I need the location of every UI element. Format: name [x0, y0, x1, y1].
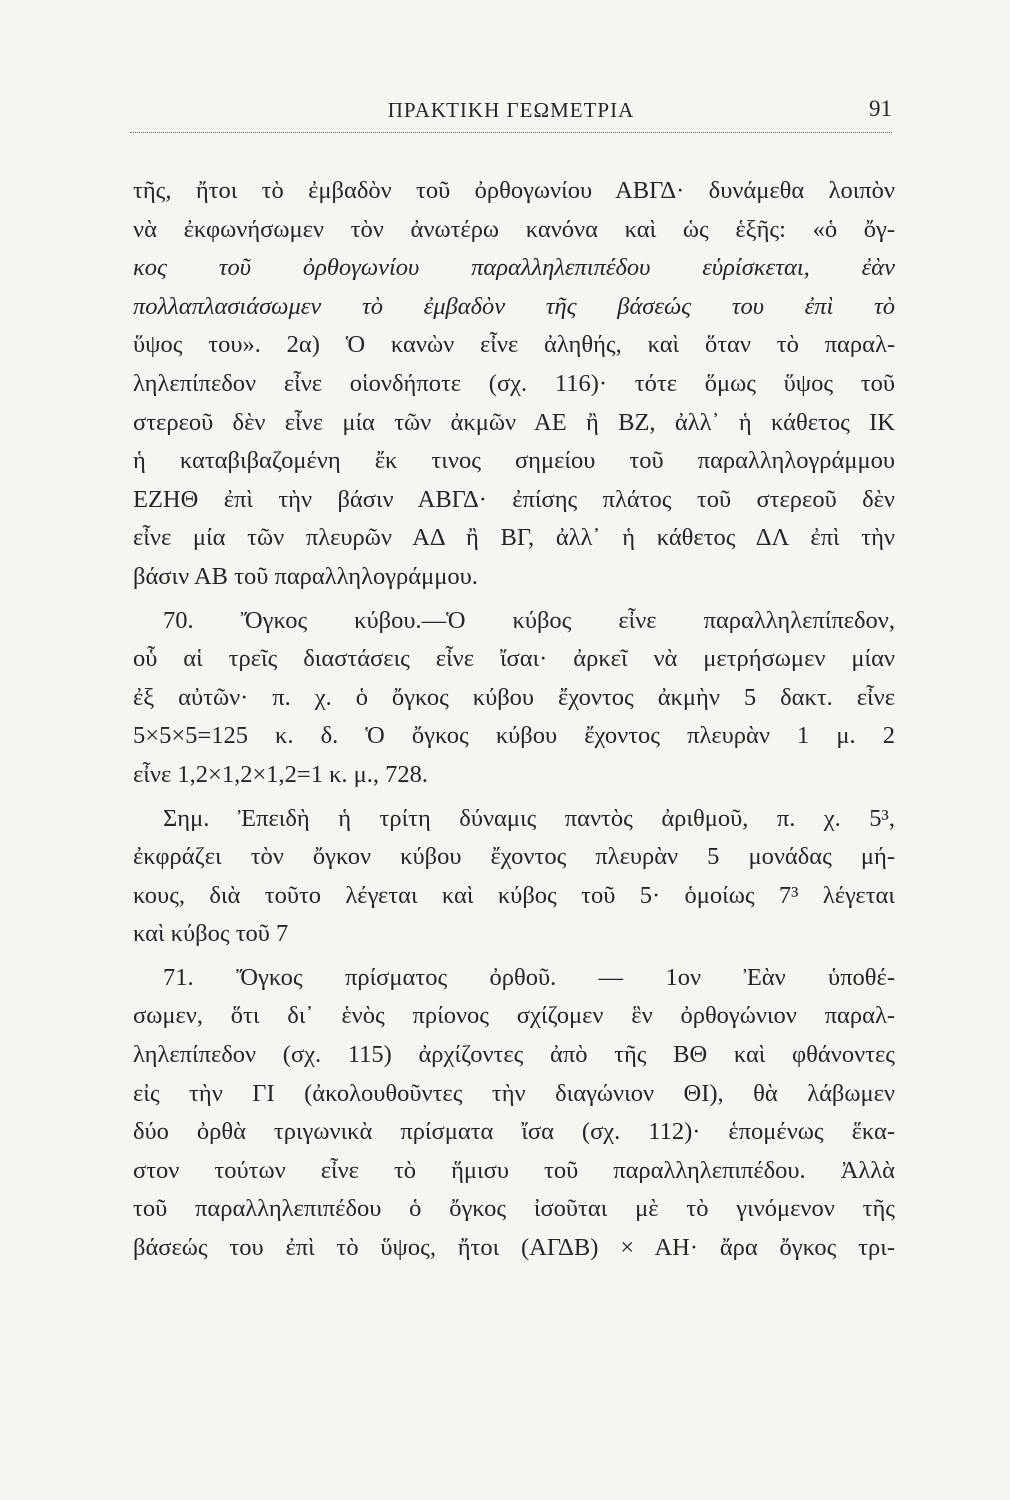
text-line: νὰ ἐκφωνήσωμεν τὸν ἀνωτέρω κανόνα καὶ ὡς ἑξῆς: «ὁ ὄγ- [133, 215, 895, 243]
text-line: ἡ καταβιβαζομένη ἔκ τινος σημείου τοῦ παραλληλογράμμου [133, 447, 895, 475]
text-line: σωμεν, ὅτι δι᾽ ἑνὸς πρίονος σχίζομεν ἓν ὀρθογώνιον παραλ- [133, 1002, 895, 1030]
text-line: τοῦ παραλληλεπιπέδου ὁ ὄγκος ἰσοῦται μὲ τὸ γινόμενον τῆς [133, 1195, 895, 1223]
header-rule [130, 132, 892, 133]
text-line: ὕψος του». 2α) Ὁ κανὼν εἶνε ἀληθής, καὶ ὅταν τὸ παραλ- [133, 331, 895, 359]
text-line: ληλεπίπεδον (σχ. 115) ἀρχίζοντες ἀπὸ τῆς ΒΘ καὶ φθάνοντες [133, 1041, 895, 1069]
body-text [133, 172, 895, 1268]
text-line: τῆς, ἤτοι τὸ ἐμβαδὸν τοῦ ὀρθογωνίου ΑΒΓΔ· δυνάμεθα λοιπὸν [133, 177, 895, 204]
text-line: ΕΖΗΘ ἐπὶ τὴν βάσιν ΑΒΓΔ· ἐπίσης πλάτος τοῦ στερεοῦ δὲν [133, 485, 895, 513]
text-line: δύο ὀρθὰ τριγωνικὰ πρίσματα ἴσα (σχ. 112)· ἑπομένως ἕκα- [133, 1118, 895, 1146]
text-line: εἰς τὴν ΓΙ (ἀκολουθοῦντες τὴν διαγώνιον ΘΙ), θὰ λάβωμεν [133, 1079, 895, 1107]
text-line: κους, διὰ τοῦτο λέγεται καὶ κύβος τοῦ 5· ὁμοίως 7³ λέγεται [133, 881, 895, 909]
text-line: ἐκφράζει τὸν ὄγκον κύβου ἔχοντος πλευρὰν 5 μονάδας μή- [133, 843, 895, 871]
text-line: στερεοῦ δὲν εἶνε μία τῶν ἀκμῶν ΑΕ ἢ ΒΖ, ἀλλ᾽ ἡ κάθετος ΙΚ [133, 408, 895, 436]
text-line: οὗ αἱ τρεῖς διαστάσεις εἶνε ἴσαι· ἀρκεῖ νὰ μετρήσωμεν μίαν [133, 645, 895, 673]
page-number: 91 [869, 96, 892, 121]
text-line: πολλαπλασιάσωμεν τὸ ἐμβαδὸν τῆς βάσεώς του ἐπὶ τὸ [133, 292, 895, 320]
text-line: κος τοῦ ὀρθογωνίου παραλληλεπιπέδου εὑρίσκεται, ἐὰν [133, 254, 895, 282]
text-line: καὶ κύβος τοῦ 7 [133, 920, 289, 948]
section-71-heading-line: 71. Ὄγκος πρίσματος ὀρθοῦ. — 1ον Ἐὰν ὑποθέ- [163, 963, 895, 991]
text-line: εἶνε 1,2×1,2×1,2=1 κ. μ., 728. [133, 760, 429, 788]
running-title: ΠΡΑΚΤΙΚΗ ΓΕΩΜΕΤΡΙΑ [387, 98, 635, 122]
section-70-heading-line: 70. Ὄγκος κύβου.—Ὁ κύβος εἶνε παραλληλεπίπεδον, [163, 606, 895, 634]
text-line: 5×5×5=125 κ. δ. Ὁ ὄγκος κύβου ἔχοντος πλευρὰν 1 μ. 2 [133, 722, 895, 750]
note-line: Σημ. Ἐπειδὴ ἡ τρίτη δύναμις παντὸς ἀριθμοῦ, π. χ. 5³, [163, 804, 895, 832]
text-line: ληλεπίπεδον εἶνε οἱονδήποτε (σχ. 116)· τότε ὅμως ὕψος τοῦ [133, 369, 895, 397]
text-line: εἶνε μία τῶν πλευρῶν ΑΔ ἢ ΒΓ, ἀλλ᾽ ἡ κάθετος ΔΛ ἐπὶ τὴν [133, 524, 895, 552]
text-line: βάσιν ΑΒ τοῦ παραλληλογράμμου. [133, 562, 478, 590]
text-line: στον τούτων εἶνε τὸ ἥμισυ τοῦ παραλληλεπιπέδου. Ἀλλὰ [133, 1156, 895, 1184]
running-header [130, 96, 892, 130]
text-line: ἐξ αὐτῶν· π. χ. ὁ ὄγκος κύβου ἔχοντος ἀκμὴν 5 δακτ. εἶνε [133, 683, 895, 711]
text-line: βάσεώς του ἐπὶ τὸ ὕψος, ἤτοι (ΑΓΔΒ) × ΑΗ· ἄρα ὄγκος τρι- [133, 1234, 895, 1262]
